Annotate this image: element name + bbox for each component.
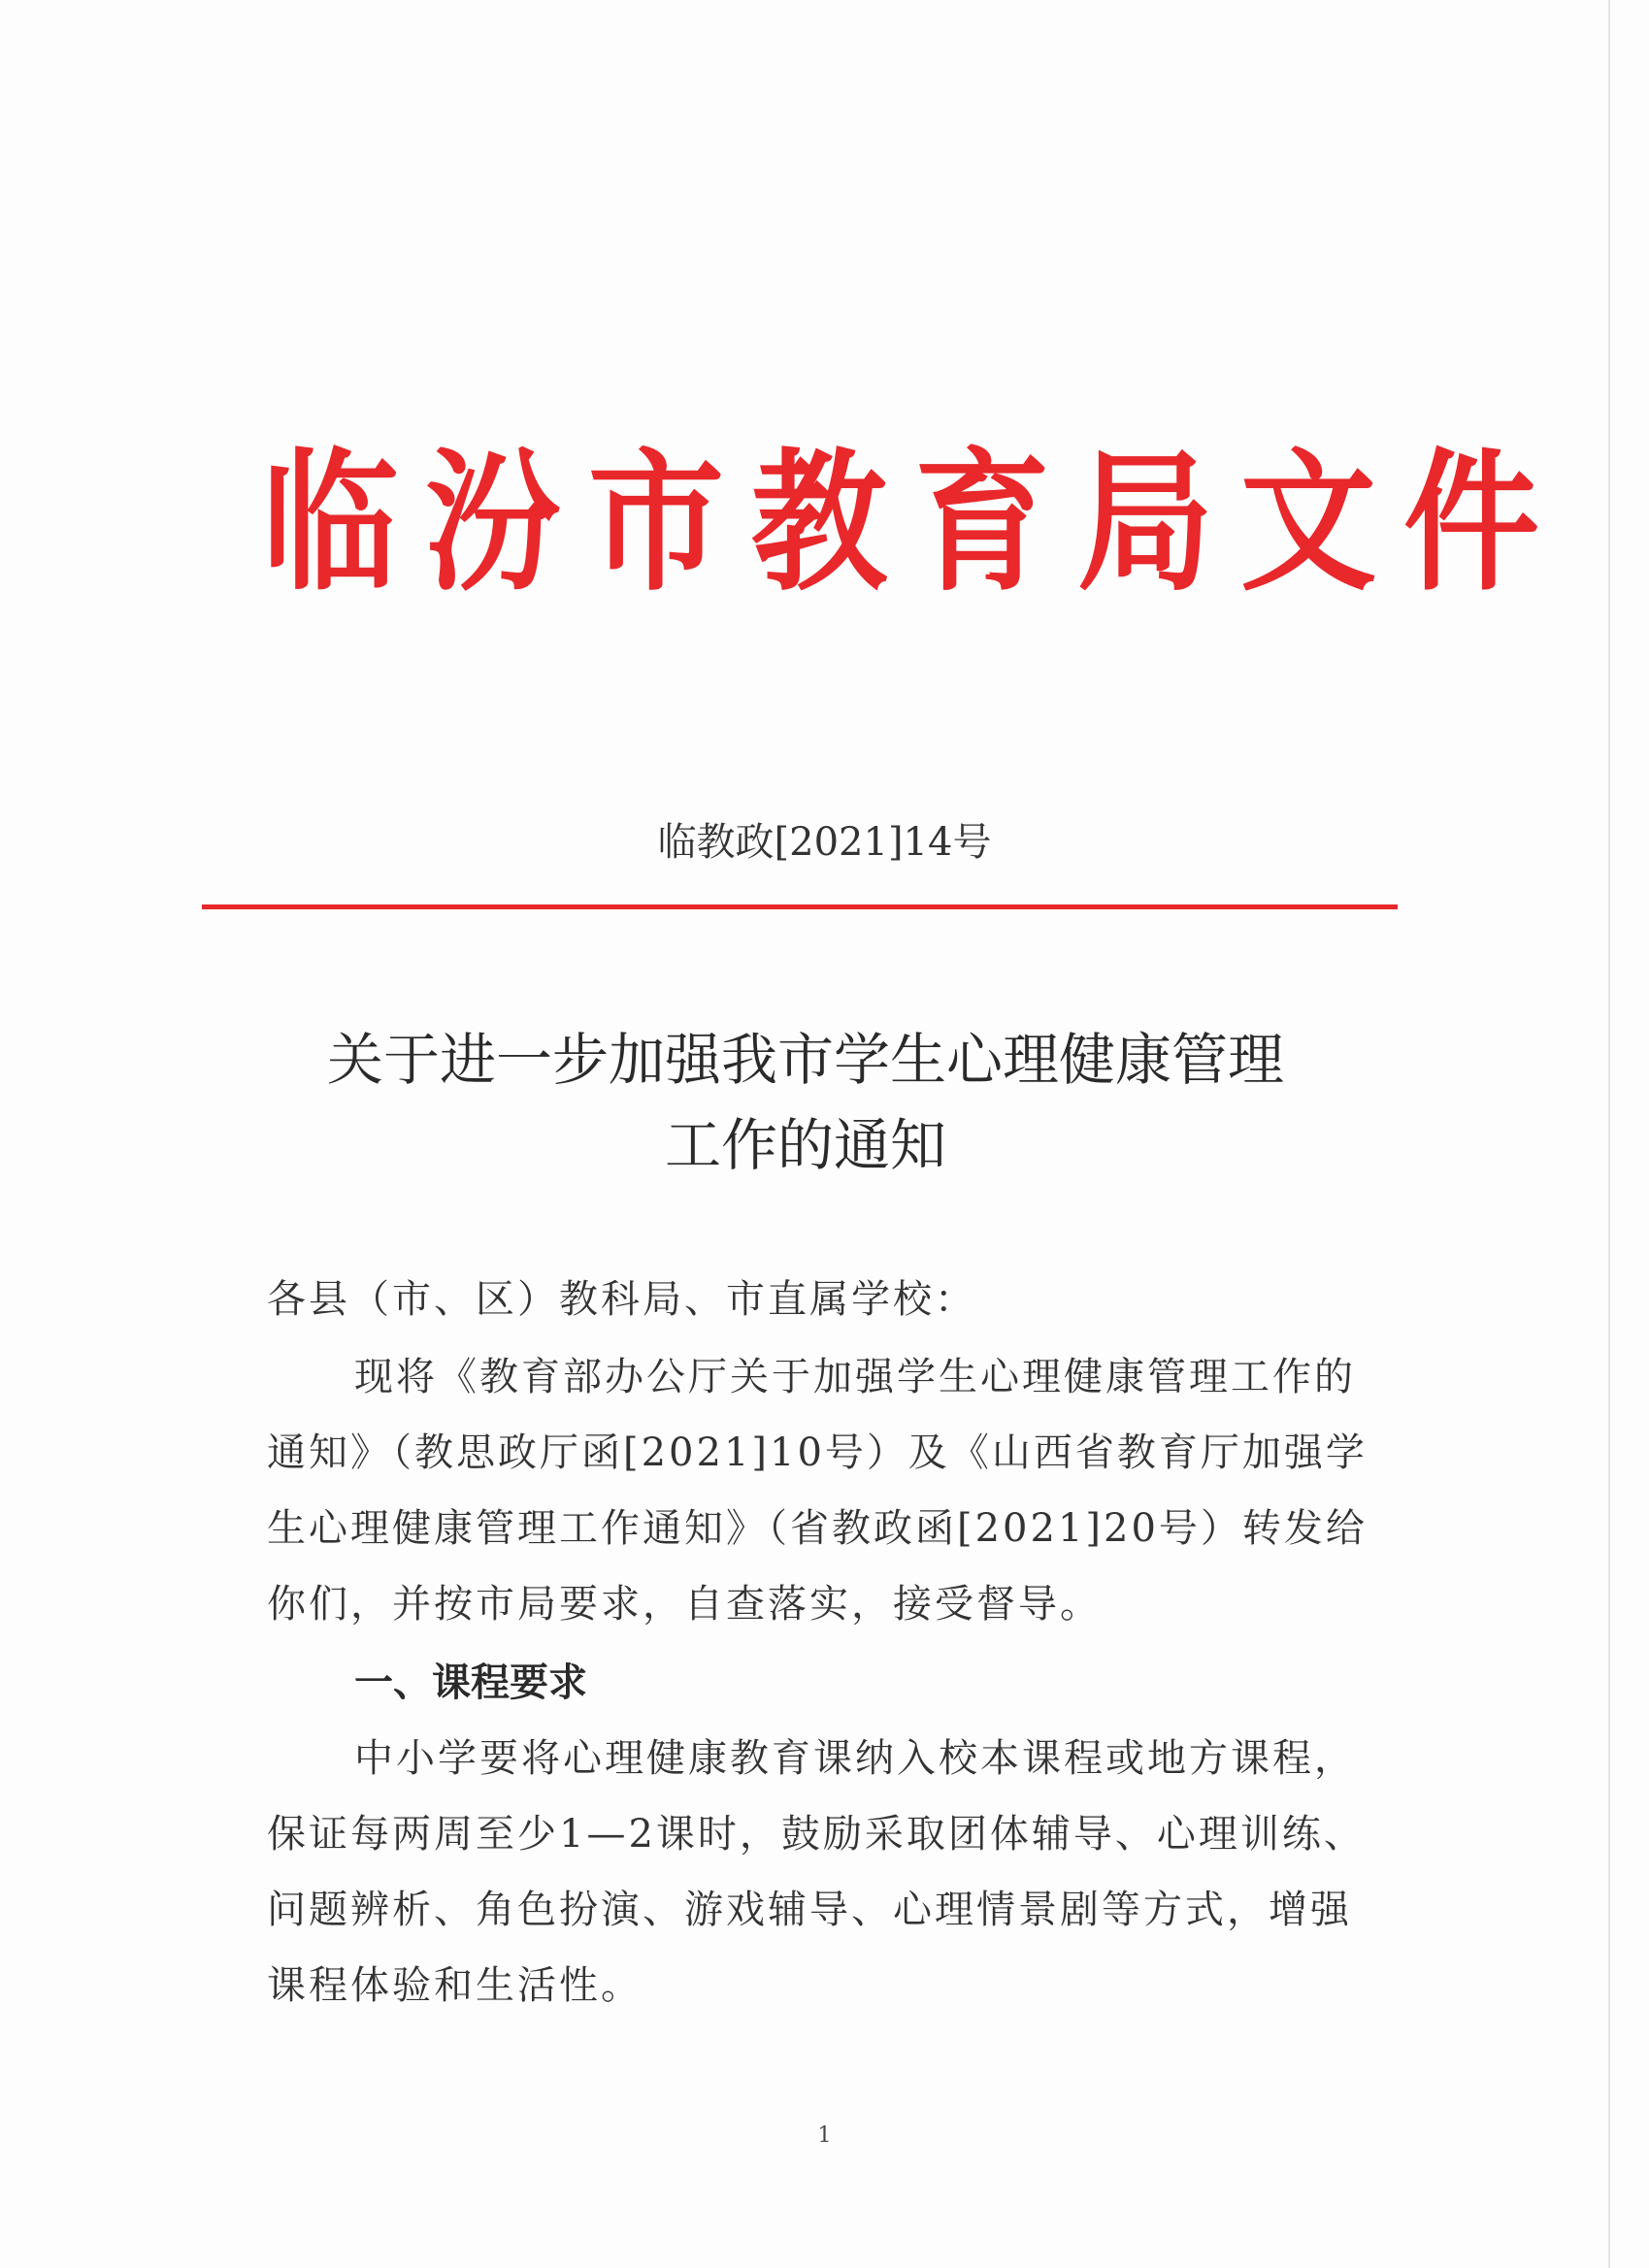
- masthead-title: 临汾市教育局文件: [262, 435, 1567, 613]
- salutation: 各县（市、区）教科局、市直属学校：: [267, 1277, 976, 1322]
- paragraph-1-line: 现将《教育部办公厅关于加强学生心理健康管理工作的: [354, 1355, 1356, 1399]
- red-divider-line: [202, 904, 1398, 909]
- section-1-heading: 一、课程要求: [354, 1660, 587, 1705]
- paragraph-1-line: 生心理健康管理工作通知》（省教政函[2021]20号）转发给: [267, 1506, 1368, 1551]
- section-1-line: 课程体验和生活性。: [267, 1963, 643, 2008]
- section-1-paragraph: [267, 1721, 1393, 2023]
- notice-title: [194, 1017, 1417, 1188]
- document-number: 临教政[2021]14号: [657, 820, 992, 865]
- paragraph-1-line: 你们，并按市局要求，自查落实，接受督导。: [267, 1582, 1102, 1627]
- scan-edge-line: [1608, 0, 1610, 2268]
- section-1-line: 中小学要将心理健康教育课纳入校本课程或地方课程，: [354, 1736, 1356, 1781]
- section-1-line: 问题辨析、角色扮演、游戏辅导、心理情景剧等方式，增强: [267, 1888, 1352, 1932]
- page-number: 1: [817, 2123, 832, 2148]
- paragraph-1: [267, 1339, 1393, 1642]
- section-1-line: 保证每两周至少1—2课时，鼓励采取团体辅导、心理训练、: [267, 1812, 1366, 1857]
- notice-title-line-2: 工作的通知: [664, 1112, 946, 1178]
- paragraph-1-line: 通知》（教思政厅函[2021]10号）及《山西省教育厅加强学: [267, 1430, 1368, 1475]
- notice-title-line-1: 关于进一步加强我市学生心理健康管理: [326, 1027, 1284, 1093]
